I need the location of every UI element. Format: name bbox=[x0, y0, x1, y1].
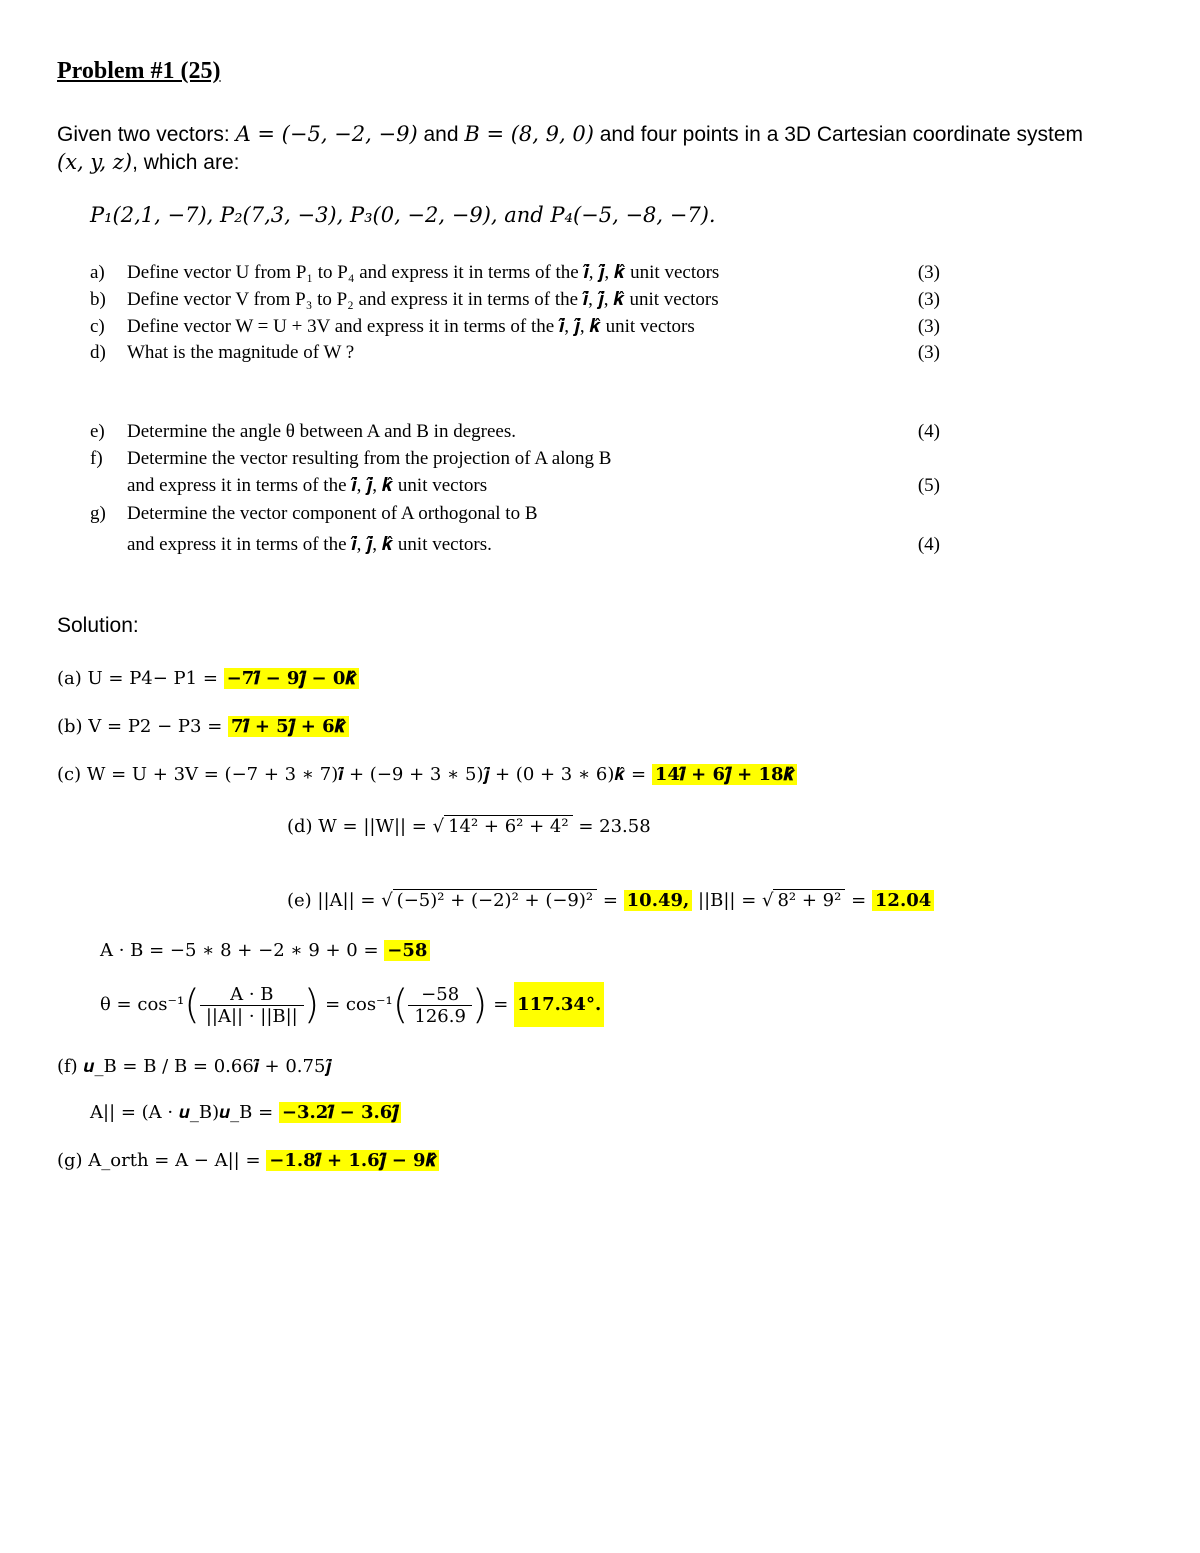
highlight-answer-b: 7𝒊̂ + 5𝒋̂ + 6𝒌̂ bbox=[228, 716, 349, 737]
solution-a: (a) U = P4− P1 = −7𝒊̂ − 9𝒋̂ − 0𝒌̂ bbox=[57, 668, 359, 689]
solution-label: Solution: bbox=[57, 614, 139, 637]
question-letter: f) bbox=[90, 448, 103, 469]
question-points: (3) bbox=[917, 289, 940, 310]
highlight-answer-c: 14𝒊̂ + 6𝒋̂ + 18𝒌̂ bbox=[652, 764, 798, 785]
question-text: and express it in terms of the 𝒊̂, 𝒋̂, 𝒌̂ unit vectors bbox=[127, 475, 488, 496]
highlight-dot-product: −58 bbox=[384, 940, 430, 961]
highlight-theta: 117.34°. bbox=[514, 982, 604, 1027]
question-text: Define vector W = U + 3V and express it in terms of the 𝒊̂, 𝒋̂, 𝒌̂ unit vectors bbox=[127, 316, 695, 337]
highlight-norm-a: 10.49, bbox=[624, 890, 693, 911]
solution-b: (b) V = P2 − P3 = 7𝒊̂ + 5𝒋̂ + 6𝒌̂ bbox=[57, 716, 349, 737]
question-text: Determine the angle θ between A and B in degrees. bbox=[127, 421, 516, 442]
solution-e: (e) ||A|| = √ (−5)² + (−2)² + (−9)² = 10.49, ||B|| = √ 8² + 9² = 12.04 bbox=[287, 890, 934, 911]
intro-line-1: Given two vectors: A = (−5, −2, −9) and B = (8, 9, 0) and four points in a 3D Cartesian coordinate system bbox=[57, 122, 1084, 146]
question-letter: g) bbox=[90, 503, 106, 524]
problem-title: Problem #1 (25) bbox=[57, 58, 221, 84]
question-letter: e) bbox=[90, 421, 105, 442]
question-text: What is the magnitude of W ? bbox=[127, 342, 355, 363]
solution-f: (f) 𝒖_B = B / B = 0.66𝒊̂ + 0.75𝒋̂ bbox=[57, 1056, 332, 1077]
question-text: and express it in terms of the 𝒊̂, 𝒋̂, 𝒌̂ unit vectors. bbox=[127, 534, 492, 555]
question-points: (4) bbox=[917, 421, 940, 442]
question-text: Define vector V from P₃ to P₂ and express it in terms of the 𝒊̂, 𝒋̂, 𝒌̂ unit vectors bbox=[127, 289, 719, 310]
highlight-a-orth: −1.8𝒊̂ + 1.6𝒋̂ − 9𝒌̂ bbox=[266, 1150, 439, 1171]
solution-d: (d) W = ||W|| = √ 14² + 6² + 4² = 23.58 bbox=[287, 816, 651, 837]
question-points: (5) bbox=[917, 475, 940, 496]
solution-c: (c) W = U + 3V = (−7 + 3 ∗ 7)𝒊̂ + (−9 + 3 ∗ 5)𝒋̂ + (0 + 3 ∗ 6)𝒌̂ = 14𝒊̂ + 6𝒋̂ + 18𝒌̂ bbox=[57, 764, 797, 785]
question-letter: a) bbox=[90, 262, 105, 283]
question-letter: c) bbox=[90, 316, 105, 337]
solution-dot-product: A · B = −5 ∗ 8 + −2 ∗ 9 + 0 = −58 bbox=[100, 940, 430, 961]
question-points: (3) bbox=[917, 316, 940, 337]
fraction-formula: $\frac{A \cdot B}{||A|| \cdot ||B||}$ bbox=[200, 984, 304, 1027]
question-letter: b) bbox=[90, 289, 106, 310]
solution-g: (g) A_orth = A − A|| = −1.8𝒊̂ + 1.6𝒋̂ − 9𝒌̂ bbox=[57, 1150, 439, 1171]
question-text: Determine the vector component of A orthogonal to B bbox=[127, 503, 538, 524]
question-text: Define vector U from P₁ to P₄ and express it in terms of the 𝒊̂, 𝒋̂, 𝒌̂ unit vectors bbox=[127, 262, 720, 283]
intro-line-2: (x, y, z), which are: bbox=[57, 150, 240, 174]
fraction-values: $\frac{-58}{126.9}$ bbox=[408, 984, 472, 1027]
highlight-norm-b: 12.04 bbox=[872, 890, 934, 911]
question-letter: d) bbox=[90, 342, 106, 363]
points-list: P₁(2,1, −7), P₂(7,3, −3), P₃(0, −2, −9), and P₄(−5, −8, −7). bbox=[90, 203, 716, 227]
question-text: Determine the vector resulting from the projection of A along B bbox=[127, 448, 612, 469]
solution-a-parallel: A|| = (A · 𝒖_B)𝒖_B = −3.2𝒊̂ − 3.6𝒋̂ bbox=[90, 1102, 401, 1123]
highlight-a-parallel: −3.2𝒊̂ − 3.6𝒋̂ bbox=[279, 1102, 401, 1123]
question-points: (3) bbox=[917, 342, 940, 363]
question-points: (3) bbox=[917, 262, 940, 283]
solution-theta: θ = cos⁻¹( $\frac{A \cdot B}{||A|| \cdot ||B||}$ ) = cos⁻¹( $\frac{-58}{126.9}$ ) = 117.34°. bbox=[100, 982, 604, 1028]
question-points: (4) bbox=[917, 534, 940, 555]
highlight-answer-a: −7𝒊̂ − 9𝒋̂ − 0𝒌̂ bbox=[224, 668, 360, 689]
